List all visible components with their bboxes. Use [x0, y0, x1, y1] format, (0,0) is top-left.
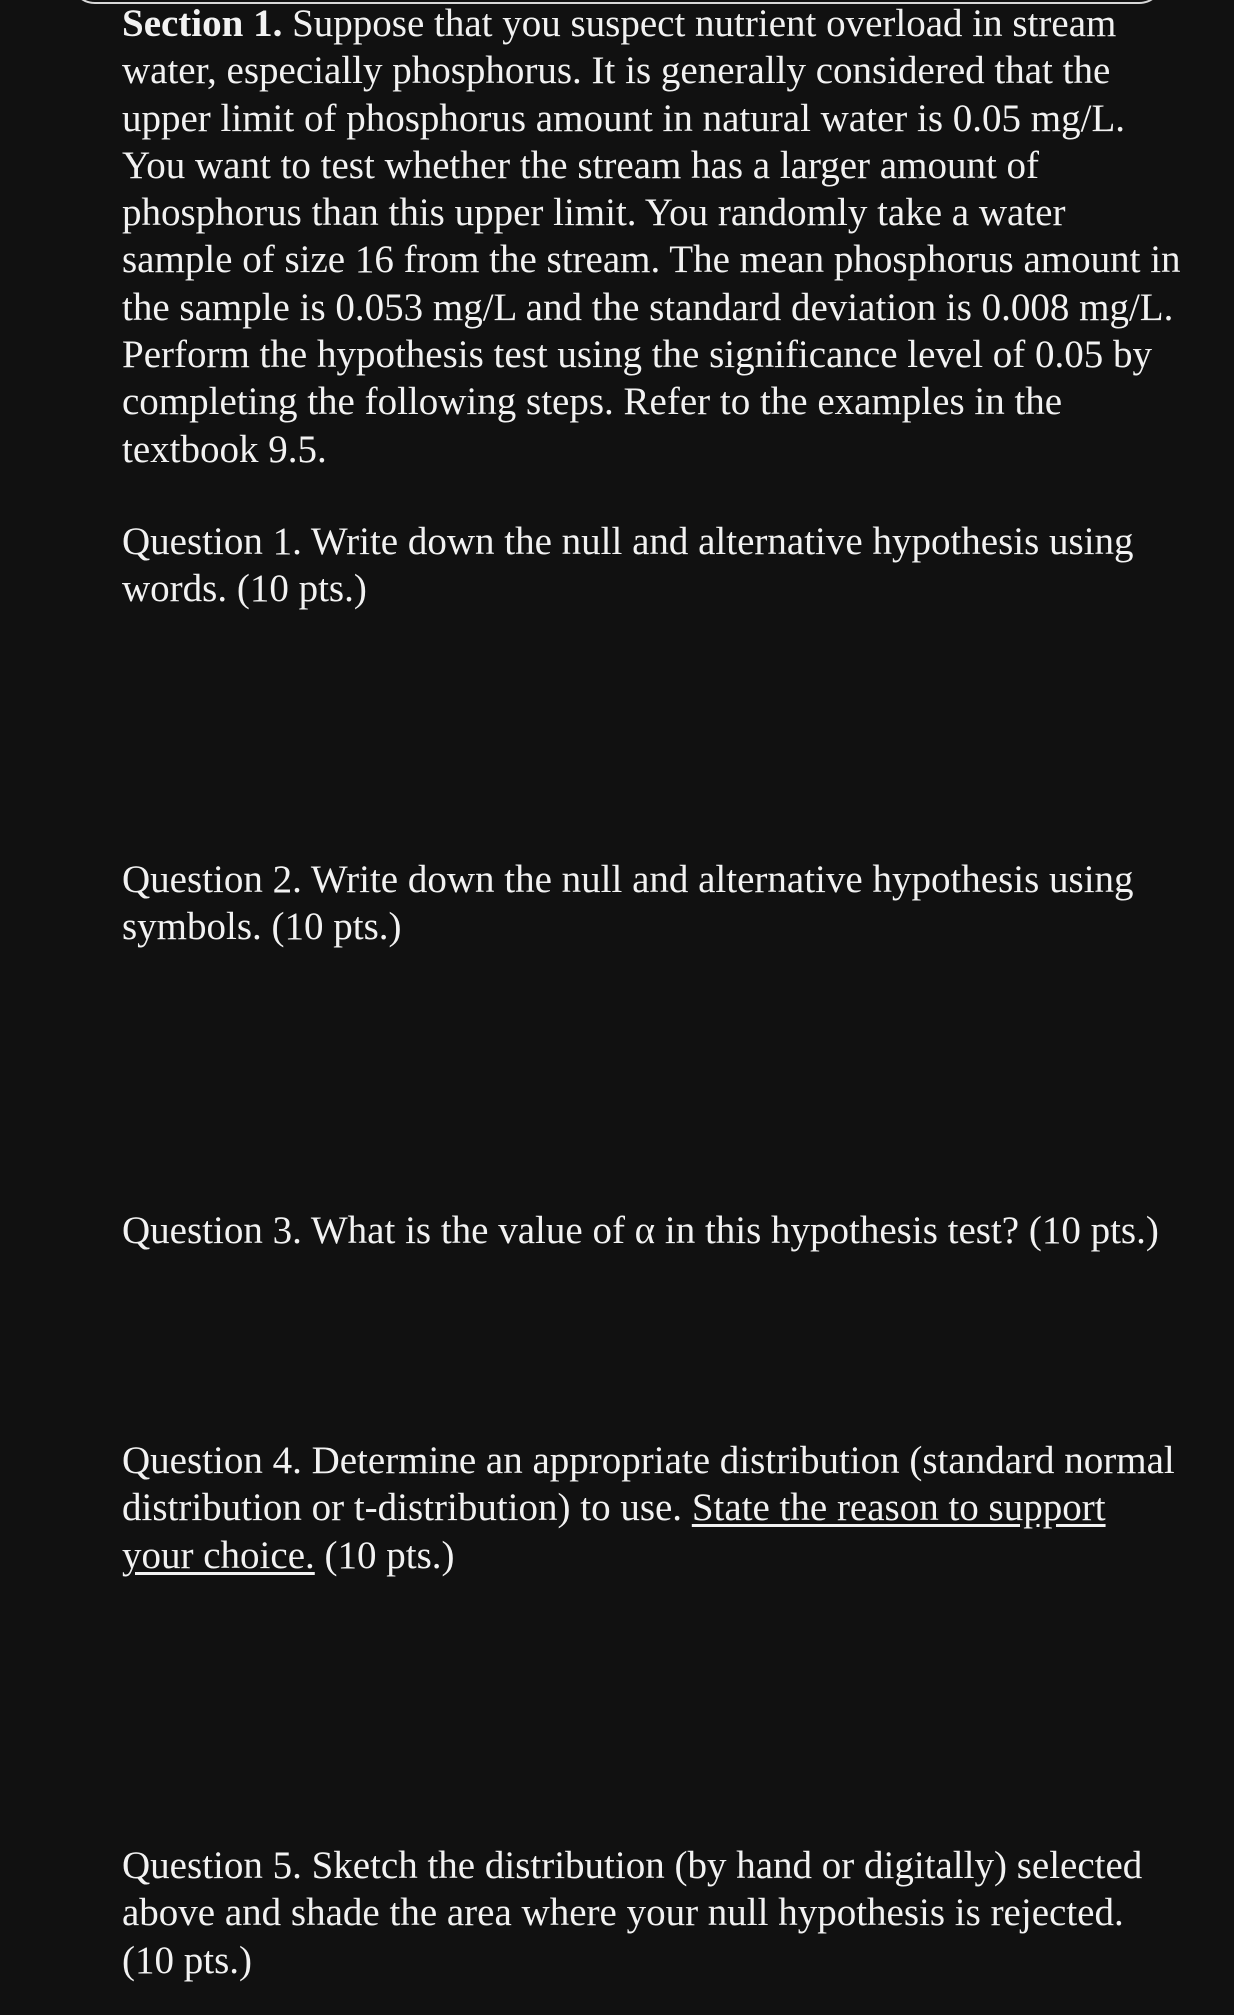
- question-5: Question 5. Sketch the distribution (by hand or digitally) selected above and shade the area where your null hypothesis is rejected. (10 pts.): [122, 1844, 1143, 1982]
- section-label: Section 1.: [122, 2, 283, 45]
- section-intro: [122, 0, 1182, 473]
- section-text: Suppose that you suspect nutrient overload in stream water, especially phosphorus. It is generally considered that the upper limit of phosphorus amount in natural water is 0.05 mg/L. You want to test whether the stream has a larger amount of phosphorus than this upper limit. You randomly take a water sample of size 16 from the stream. The mean phosphorus amount in the sample is 0.053 mg/L and the standard deviation is 0.008 mg/L. Perform the hypothesis test using the significance level of 0.05 by completing the following steps. Refer to the examples in the textbook 9.5.: [122, 2, 1181, 471]
- question-4-underlined: State the reason to support your choice.: [122, 1486, 1106, 1577]
- question-4: Question 4. Determine an appropriate distribution (standard normal distribution or t-distribution) to use. State the reason to support your choice. (10 pts.): [122, 1439, 1175, 1577]
- question-2: Question 2. Write down the null and alternative hypothesis using symbols. (10 pts.): [122, 858, 1134, 949]
- question-1: Question 1. Write down the null and alternative hypothesis using words. (10 pts.): [122, 520, 1134, 611]
- worksheet: [122, 0, 1182, 1982]
- question-3: Question 3. What is the value of α in this hypothesis test? (10 pts.): [122, 1209, 1159, 1252]
